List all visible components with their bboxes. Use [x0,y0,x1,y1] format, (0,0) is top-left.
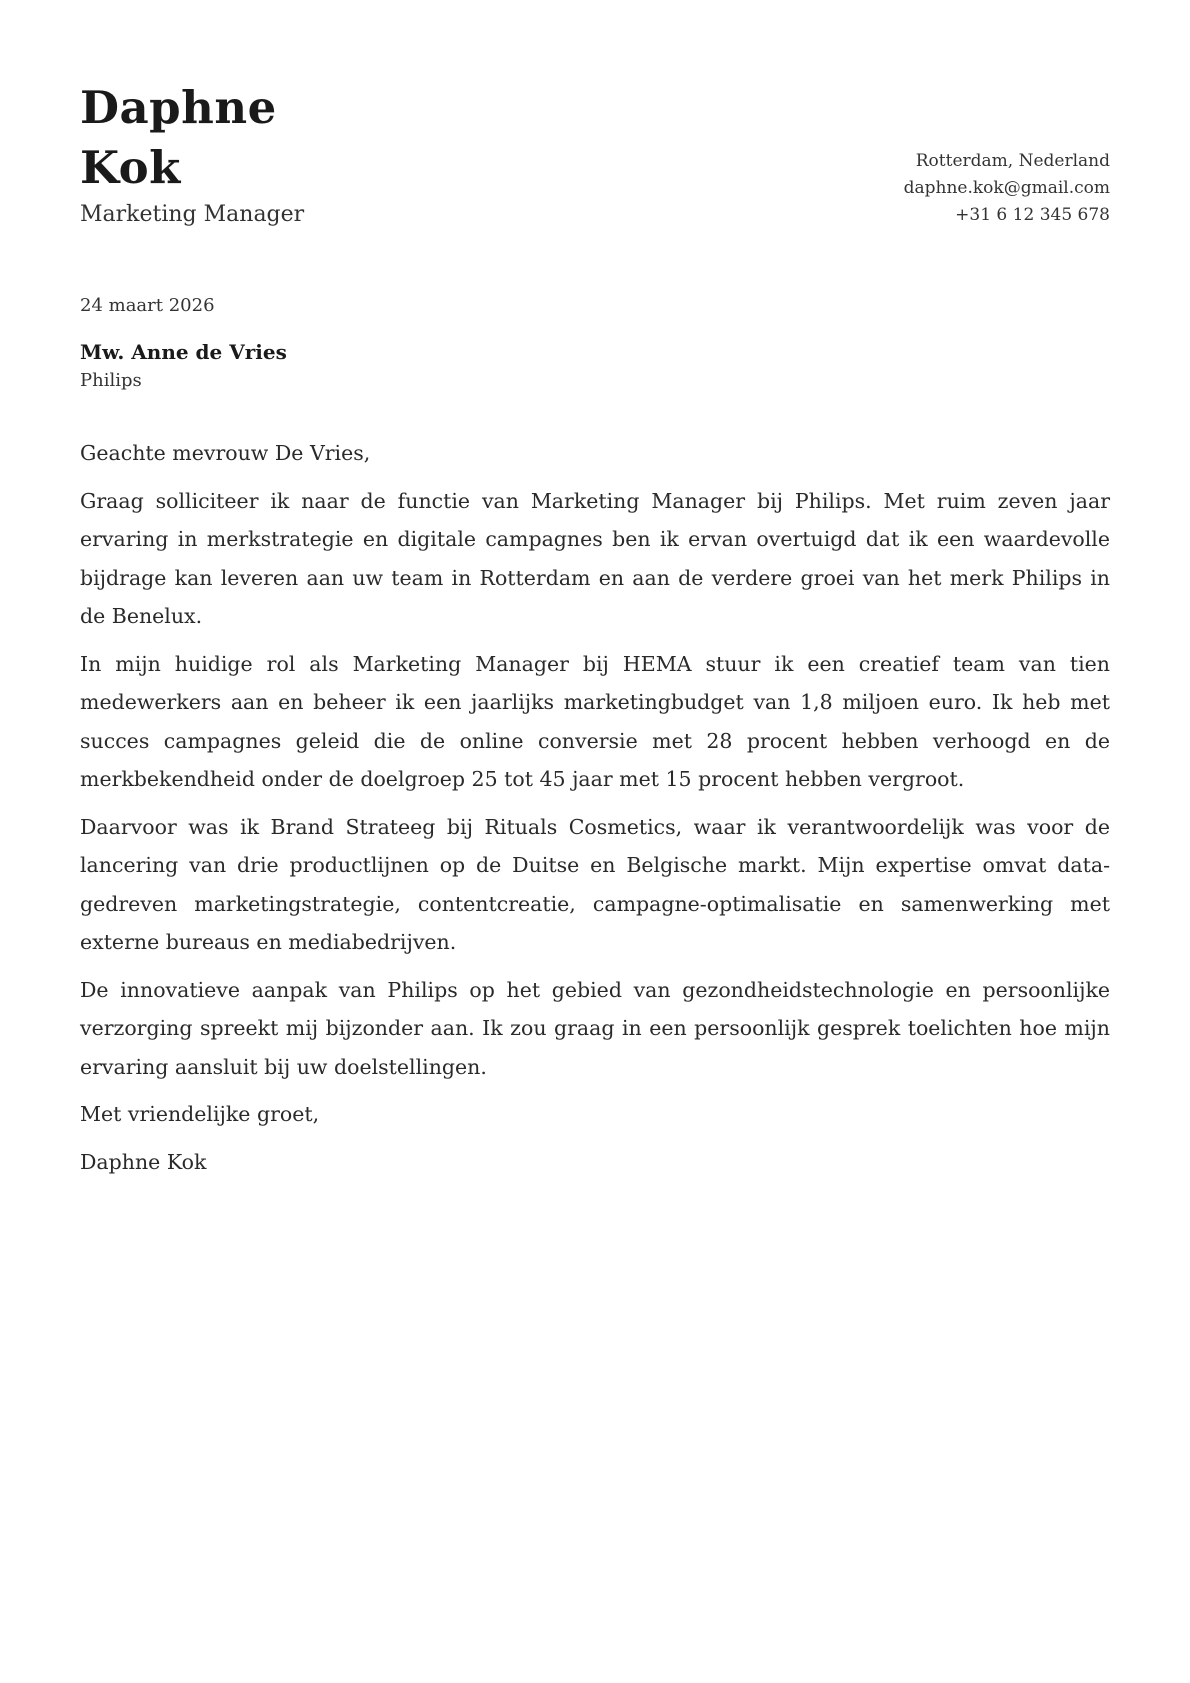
letter-date: 24 maart 2026 [80,295,215,316]
paragraph-motivation: De innovatieve aanpak van Philips op het gebied van gezondheidstechnologie en persoonlijke verzorging spreekt mij bijzonder aan. Ik zou graag in een persoonlijk gesprek toelichten hoe mijn ervaring aansluit bij uw doelstellingen. [80,977,1110,1079]
contact-location: Rotterdam, Nederland [915,151,1110,171]
sender-first-name: Daphne [80,81,277,134]
recipient-block [80,338,287,395]
paragraph-current-role: In mijn huidige rol als Marketing Manager bij HEMA stuur ik een creatief team van tien medewerkers aan en beheer ik een jaarlijks marketingbudget van 1,8 miljoen euro. Ik heb met succes campagnes geleid die de online conversie met 28 procent hebben verhoogd en de merkbekendheid onder de doelgroep 25 tot 45 jaar met 15 procent hebben vergroot. [80,651,1110,791]
letter-header [80,78,1110,230]
paragraph-intro: Graag solliciteer ik naar de functie van Marketing Manager bij Philips. Met ruim zeven jaar ervaring in merkstrategie en digitale campagnes ben ik ervan overtuigd dat ik een waardevolle bijdrage kan leveren aan uw team in Rotterdam en aan de verdere groei van het merk Philips in de Benelux. [80,488,1110,628]
closing: Met vriendelijke groet, [80,1102,320,1126]
contact-phone: +31 6 12 345 678 [955,205,1110,225]
signature: Daphne Kok [80,1149,207,1174]
letter-body [80,434,1110,1181]
contact-email: daphne.kok@gmail.com [903,178,1110,198]
salutation: Geachte mevrouw De Vries, [80,441,371,465]
recipient-name: Mw. Anne de Vries [80,340,287,364]
contact-block [904,148,1110,229]
paragraph-previous-role: Daarvoor was ik Brand Strateeg bij Rituals Cosmetics, waar ik verantwoordelijk was voor de lancering van drie productlijnen op de Duitse en Belgische markt. Mijn expertise omvat data-gedreven marketingstrategie, contentcreatie, campagne-optimalisatie en samenwerking met externe bureaus en mediabedrijven. [80,814,1110,954]
sender-job-title: Marketing Manager [80,202,305,227]
sender-last-name: Kok [80,141,181,194]
recipient-company: Philips [80,370,142,391]
